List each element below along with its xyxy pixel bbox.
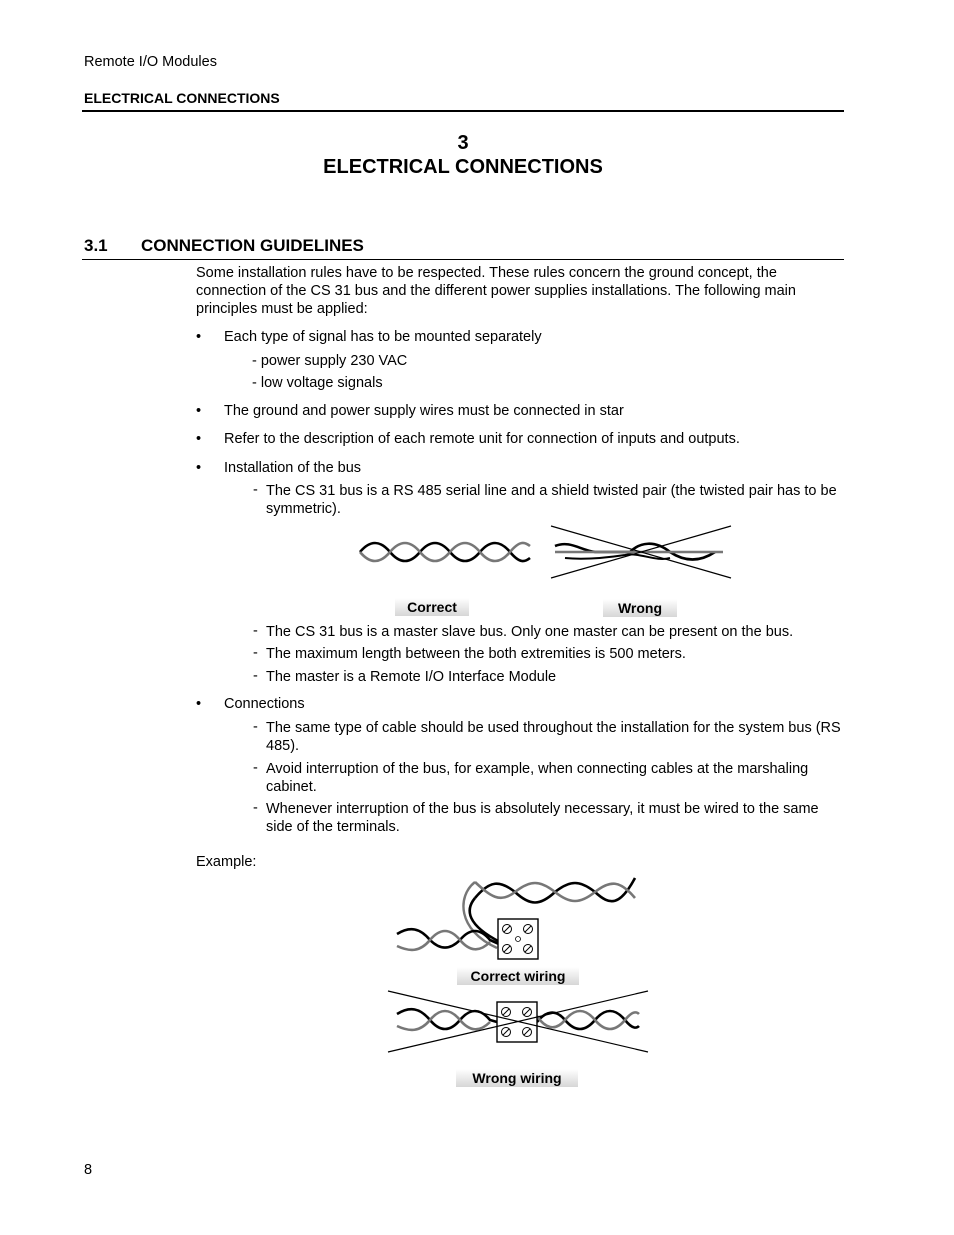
bus-master-module: The master is a Remote I/O Interface Module xyxy=(266,669,557,685)
dash-marker: - xyxy=(253,760,258,776)
sub-item-low-voltage: - low voltage signals xyxy=(252,375,383,391)
section-number: 3.1 xyxy=(84,236,108,255)
bullet-bus-installation: Installation of the bus xyxy=(224,460,362,476)
bullet-marker: • xyxy=(196,329,202,345)
bullet-marker: • xyxy=(196,460,202,476)
bus-max-length: The maximum length between the both extremities is 500 meters. xyxy=(266,646,686,662)
wrong-label: Wrong xyxy=(603,599,677,617)
correct-label: Correct xyxy=(395,598,469,616)
sub-item-power-supply: - power supply 230 VAC xyxy=(252,353,408,369)
correct-wiring-figure xyxy=(395,870,645,965)
wrong-wiring-figure xyxy=(385,988,651,1056)
section-rule xyxy=(82,259,844,260)
wrong-untwisted-pair-icon xyxy=(551,526,731,578)
bullet-marker: • xyxy=(196,431,202,447)
example-label: Example: xyxy=(196,854,257,870)
dash-marker: - xyxy=(253,482,258,498)
correct-wiring-label: Correct wiring xyxy=(457,967,579,985)
bullet-marker: • xyxy=(196,696,202,712)
dash-marker: - xyxy=(253,668,258,684)
bullet-connections: Connections xyxy=(224,696,305,712)
section-title: CONNECTION GUIDELINES xyxy=(141,236,364,255)
bus-master-slave: The CS 31 bus is a master slave bus. Only one master can be present on the bus. xyxy=(266,624,794,640)
dash-marker: - xyxy=(253,800,258,816)
header-rule xyxy=(82,110,844,112)
dash-marker: - xyxy=(253,719,258,735)
twisted-pair-figure xyxy=(355,522,745,582)
intro-paragraph: Some installation rules have to be respected. These rules concern the ground concept, the connection of the CS 31 bus and the different power supplies installations. The following main principles must be applied: xyxy=(196,265,796,317)
running-header-section: ELECTRICAL CONNECTIONS xyxy=(84,90,280,106)
bullet-remote-unit-reference: Refer to the description of each remote unit for connection of inputs and outputs. xyxy=(224,431,740,447)
bus-rs485-description: The CS 31 bus is a RS 485 serial line and a shield twisted pair (the twisted pair has to be symmetric). xyxy=(266,483,837,517)
chapter-title: ELECTRICAL CONNECTIONS xyxy=(323,156,603,178)
bullet-star-wiring: The ground and power supply wires must be connected in star xyxy=(224,403,624,419)
connections-same-side: Whenever interruption of the bus is absolutely necessary, it must be wired to the same side of the terminals. xyxy=(266,801,819,835)
dash-marker: - xyxy=(253,623,258,639)
chapter-number: 3 xyxy=(457,132,469,154)
bullet-signal-separation: Each type of signal has to be mounted separately xyxy=(224,329,542,345)
wrong-wiring-label: Wrong wiring xyxy=(456,1069,578,1087)
page-number: 8 xyxy=(84,1162,93,1178)
bullet-marker: • xyxy=(196,403,202,419)
correct-twisted-pair-icon xyxy=(360,543,530,561)
terminal-block-icon xyxy=(498,919,538,959)
running-header-title: Remote I/O Modules xyxy=(84,54,217,70)
connections-same-cable: The same type of cable should be used throughout the installation for the system bus (RS 485). xyxy=(266,720,841,754)
connections-avoid-interruption: Avoid interruption of the bus, for example, when connecting cables at the marshaling cabinet. xyxy=(266,761,809,795)
dash-marker: - xyxy=(253,645,258,661)
